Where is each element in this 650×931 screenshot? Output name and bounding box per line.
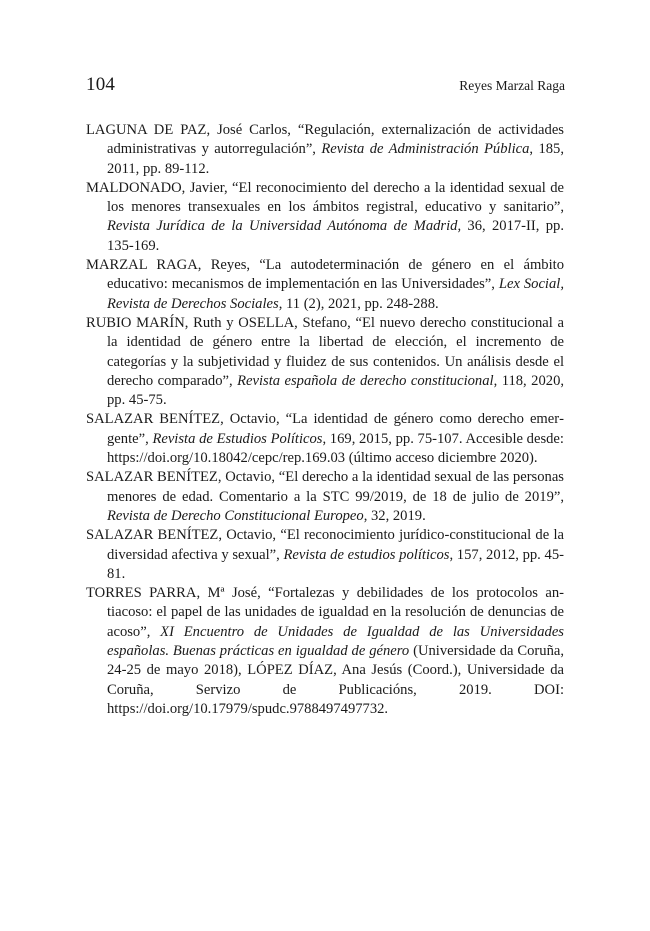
reference-author: MALDONADO, Javier, [86, 179, 228, 196]
reference-text: “El derecho a la identidad sexual de las personas menores de edad. Comentario a la STC 99/2019, de 18 de julio de 2019”, [107, 469, 564, 505]
reference-entry [86, 256, 564, 314]
reference-details: , 118, 2020, pp. 45-75. [107, 372, 565, 409]
reference-journal: Lex Social, Revista de Derechos Sociales [107, 276, 564, 312]
page-number: 104 [86, 74, 116, 95]
reference-details: (Universidade da Coruña, 24-25 de mayo 2018), LÓPEZ DÍAZ, Ana Jesús (Coord.), Universidade da Coruña, Servizo de Publicacións, 2019. DOI: https://doi.org/10.17979/spudc.9788497497732. [107, 643, 564, 717]
reference-text: “El nuevo derecho constitucional a la identidad de género entre la libertad de elección, el incremento de categorías y la subjetividad y fluidez de sus contenidos. Un análisis desde el derecho comparado”, [107, 314, 564, 389]
reference-author: LAGUNA DE PAZ, José Carlos, [86, 122, 291, 138]
reference-details: , 169, 2015, pp. 75-107. Accesible desde: https://doi.org/10.18042/cepc/rep.169.03 (último acceso diciembre 2020). [107, 430, 564, 467]
reference-author: TORRES PARRA, Mª José, [86, 585, 261, 602]
reference-entry [86, 314, 564, 410]
reference-text: “La autodeterminación de género en el ámbito educativo: mecanismos de implementación en las Universidades”, [107, 257, 564, 293]
reference-journal: Revista de Derecho Constitucional Europeo [107, 507, 364, 524]
running-head: Reyes Marzal Raga [459, 78, 565, 93]
reference-entry [86, 526, 564, 584]
reference-journal: Revista de Administración Pública [321, 141, 530, 158]
reference-entry [86, 468, 564, 526]
reference-entry [86, 410, 564, 468]
reference-details: , 32, 2019. [363, 507, 426, 524]
reference-entry [86, 121, 564, 179]
reference-author: MARZAL RAGA, Reyes, [86, 257, 251, 274]
bibliography-list [86, 121, 564, 719]
reference-entry [86, 584, 564, 719]
reference-journal: Revista de Estudios Políticos [152, 430, 323, 447]
reference-journal: Revista Jurídica de la Universidad Autónoma de Madrid, [107, 218, 462, 235]
reference-text: “El reconocimiento del derecho a la identidad sexual de los menores transexuales en los ámbitos registral, educativo y sanitario”, [107, 179, 564, 216]
reference-journal: Revista de estudios políticos [283, 546, 450, 563]
reference-author: SALAZAR BENÍTEZ, Octavio, [86, 527, 277, 544]
reference-details: , 185, 2011, pp. 89-112. [107, 141, 564, 177]
reference-text: “Regulación, externalización de actividades administrativas y autorregulación”, [107, 122, 564, 158]
reference-text: “Fortalezas y debilidades de los protocolos antiacoso: el papel de las unidades de igualdad en la resolución de denuncias de acoso”, [107, 585, 565, 640]
reference-journal: Revista española de derecho constitucional [237, 372, 494, 389]
reference-details: , 157, 2012, pp. 45-81. [107, 546, 564, 582]
reference-author: SALAZAR BENÍTEZ, Octavio, [86, 469, 276, 486]
reference-details: 36, 2017-II, pp. 135-169. [107, 218, 564, 254]
reference-entry [86, 179, 564, 256]
reference-text: “El reconocimiento jurídico-constitucional de la diversidad afectiva y sexual”, [107, 527, 564, 563]
reference-author: RUBIO MARÍN, Ruth y OSELLA, Stefano, [86, 314, 351, 331]
reference-author: SALAZAR BENÍTEZ, Octavio, [86, 411, 280, 428]
reference-text: “La identidad de género como derecho emergente”, [107, 411, 564, 447]
reference-details: , 11 (2), 2021, pp. 248-288. [278, 295, 439, 312]
reference-journal: XI Encuentro de Unidades de Igualdad de las Universidades españolas. Buenas prácticas en igualdad de género [107, 623, 564, 660]
